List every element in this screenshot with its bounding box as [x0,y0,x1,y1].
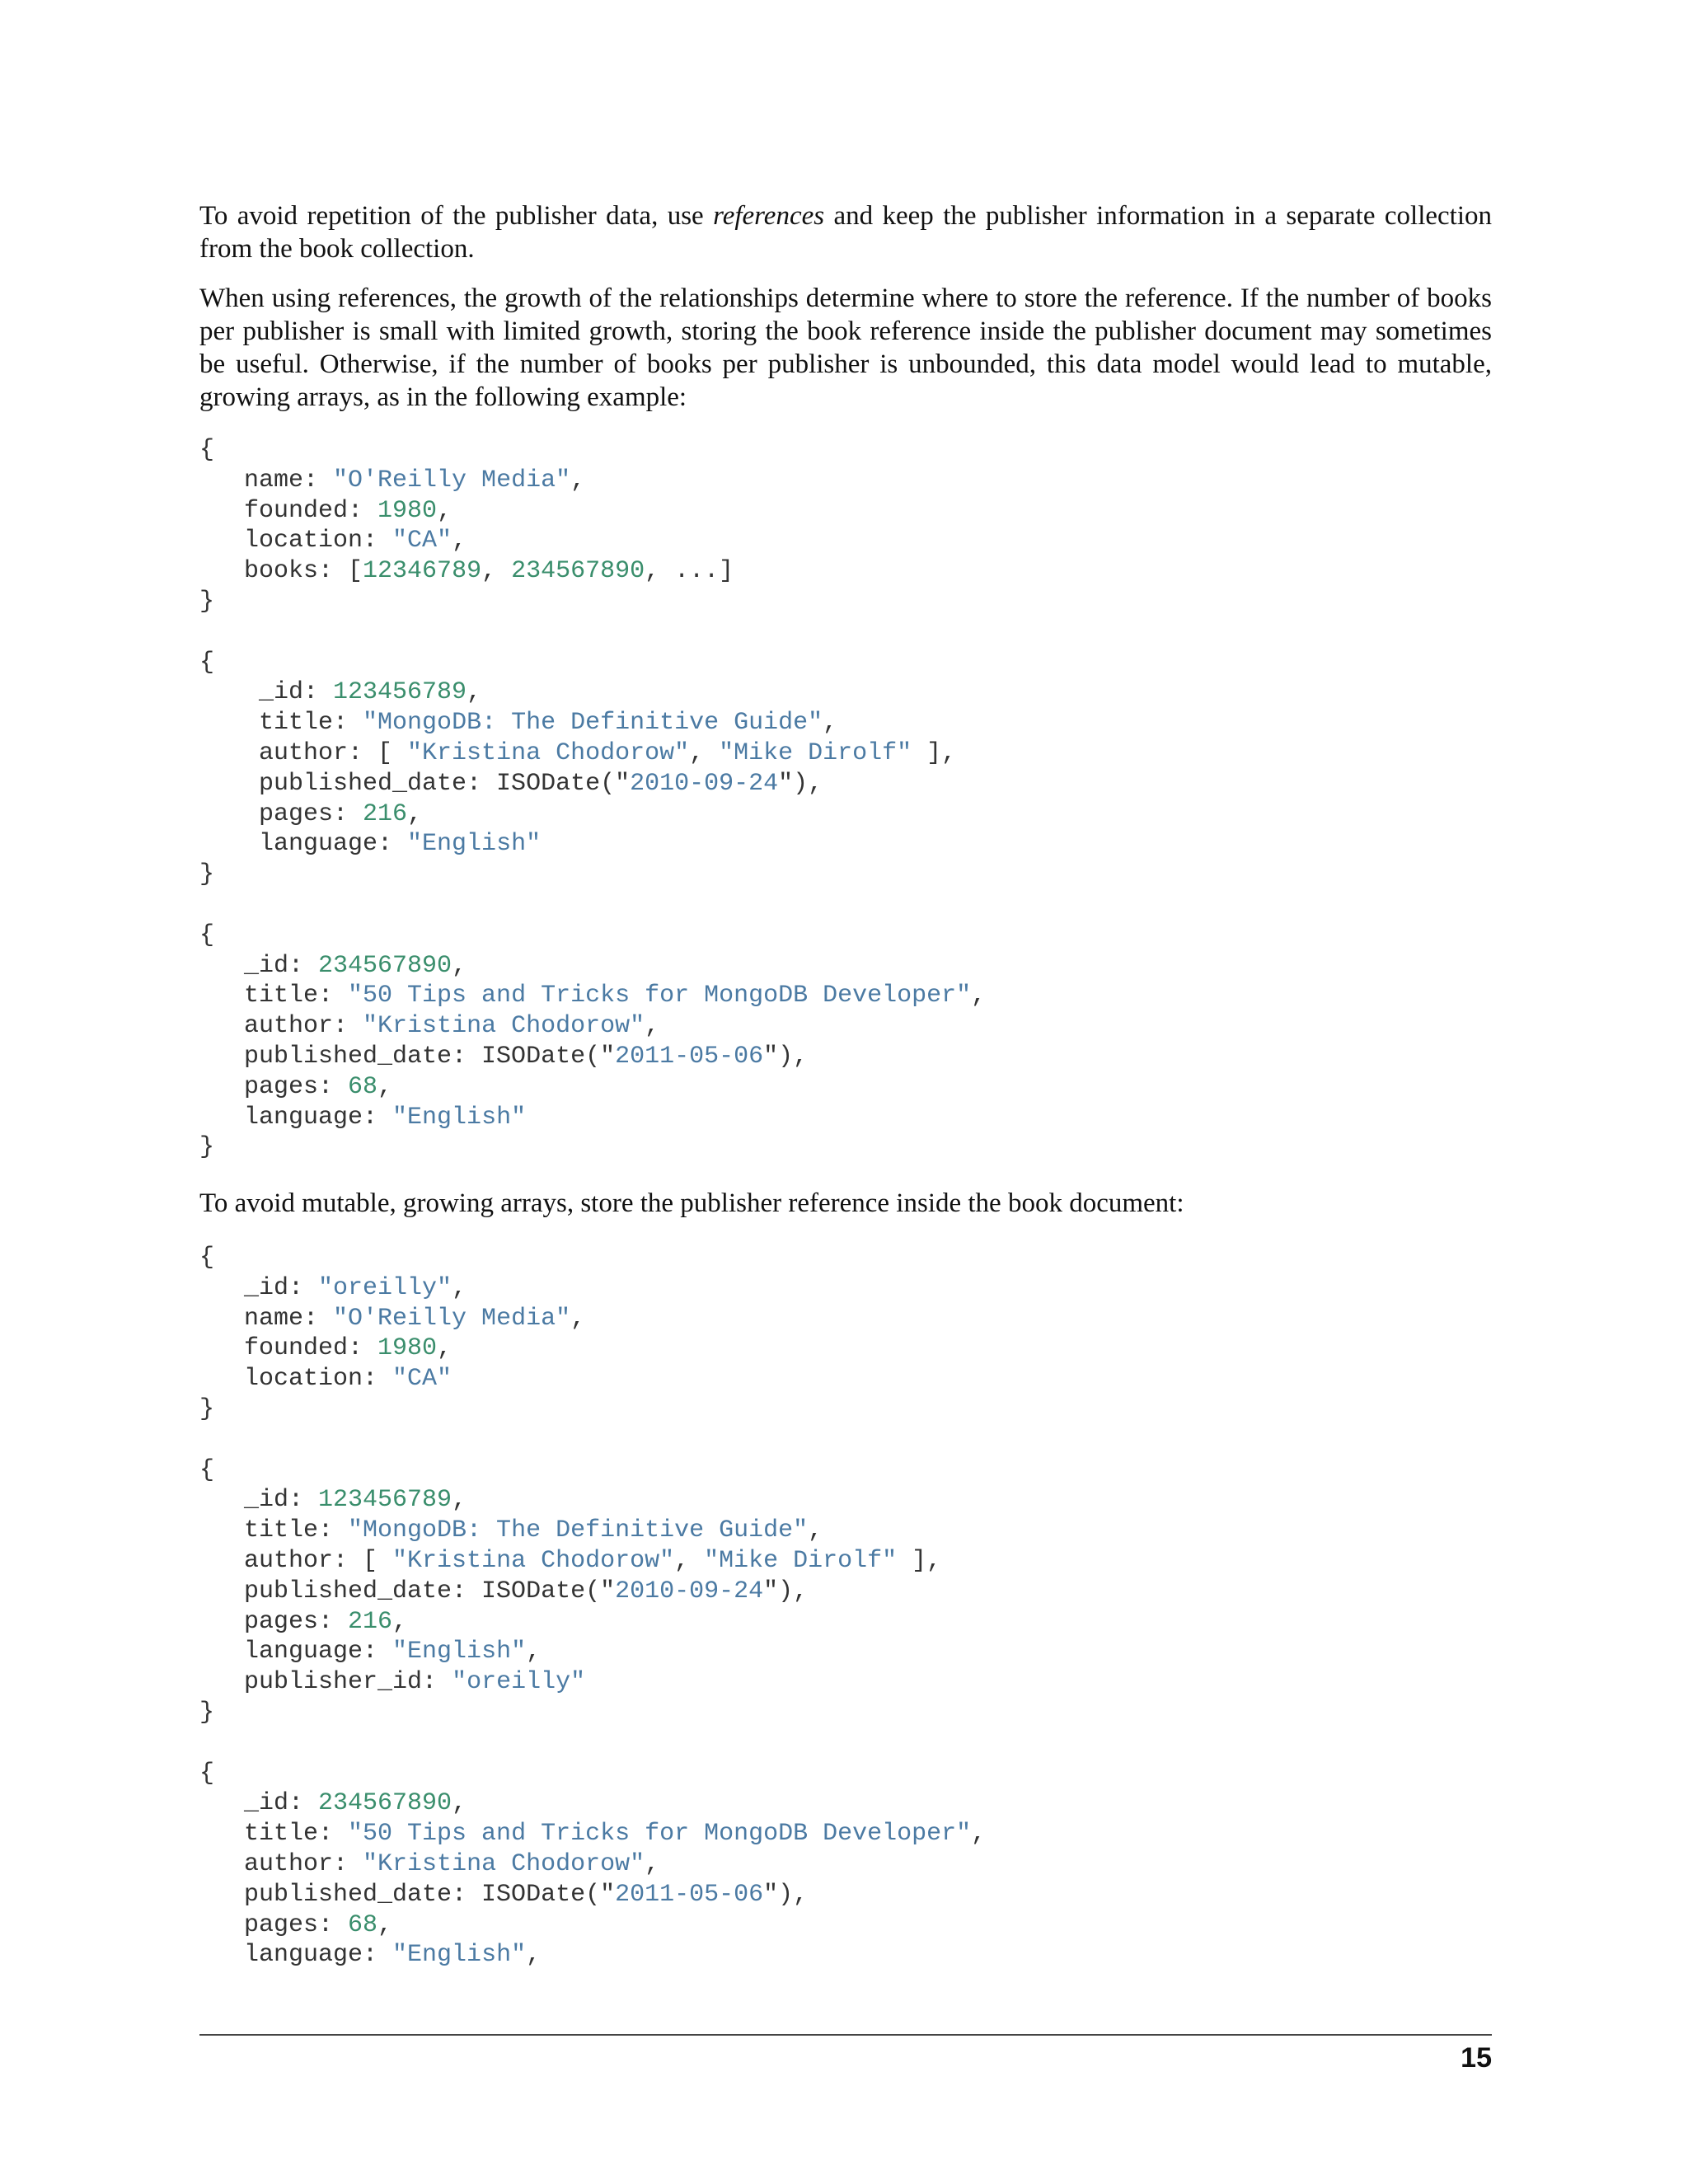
code-text: } [199,1133,215,1162]
code-line [199,1699,214,1727]
code-text: } [199,1394,215,1423]
code-number: 216 [348,1607,393,1636]
code-text: author: [199,1849,363,1878]
code-line [199,830,541,858]
code-line [199,1305,585,1333]
code-line [199,1104,526,1132]
code-text: , [452,951,467,980]
code-string: "Kristina Chodorow" [363,1849,645,1878]
code-line [199,1911,392,1939]
intro-emphasis: references [713,201,825,231]
code-text: } [199,860,215,889]
references-paragraph-wrap [199,282,1492,414]
code-text: , [570,466,586,494]
code-line [199,1789,467,1817]
code-text: , [570,1304,586,1333]
code-text: , ...] [645,557,734,586]
references-paragraph: When using references, the growth of the relationships determine where to store the reference. If the number of books per publisher is small with limited growth, storing the book reference inside the publisher document may sometimes be useful. Otherwise, if the number of books per publisher is unbounded, this data model would lead to mutable, growing arrays, as in the following example: [199,284,1492,412]
code-text: _id: [199,1789,319,1818]
code-string: "Mike Dirolf" [704,1546,898,1575]
intro-text-after: and keep the publisher information in a separate collection from the book collection. [199,201,1492,264]
code-text: { [199,1244,215,1272]
code-line [199,1760,214,1788]
code-text: pages: [199,1072,349,1101]
code-text: author: [ [199,1546,393,1575]
code-text: , [971,1820,987,1849]
code-text: name: [199,466,334,494]
code-line [199,678,481,706]
code-text: published_date: ISODate(" [199,1880,616,1909]
code-text: pages: [199,1607,349,1636]
code-line [199,1668,585,1696]
code-text: , [392,1607,408,1636]
code-number: 12346789 [363,557,482,586]
code-number: 68 [348,1072,378,1101]
code-text: , [645,1849,660,1878]
code-line [199,466,585,494]
code-line [199,1850,659,1878]
code-string: "English" [392,1103,527,1132]
code-text: { [199,1455,215,1484]
code-text: language: [199,830,408,859]
code-string: "Kristina Chodorow" [392,1546,675,1575]
code-number: 234567890 [318,951,452,980]
code-text: , [452,1273,467,1302]
code-line [199,1043,808,1071]
code-number: 234567890 [511,557,645,586]
code-text: name: [199,1304,334,1333]
code-string: 2010-09-24 [630,769,779,798]
code-text: { [199,648,215,677]
code-line [199,1274,467,1302]
code-line [199,649,214,677]
code-string: "CA" [392,1365,452,1394]
code-text: language: [199,1638,393,1666]
code-text: { [199,921,215,949]
code-text: , [437,496,452,525]
code-text: pages: [199,799,363,828]
code-line [199,557,734,585]
code-text: title: [199,1516,349,1545]
intro-paragraph [199,199,1492,265]
code-block-1-wrap [199,435,1492,1163]
code-text: , [689,738,720,767]
code-text: , [674,1546,705,1575]
code-text: _id: [199,678,334,707]
code-number: 1980 [377,496,438,525]
code-text: ], [897,1546,942,1575]
code-string: "oreilly" [318,1273,452,1302]
code-text: language: [199,1941,393,1970]
code-text: , [971,982,987,1010]
code-text: "), [763,1880,809,1909]
code-line [199,1133,214,1161]
code-text: "), [763,1042,809,1071]
code-text: , [526,1638,542,1666]
code-text: published_date: ISODate(" [199,769,631,798]
code-line [199,1638,541,1666]
code-string: "Kristina Chodorow" [407,738,690,767]
code-number: 123456789 [333,678,467,707]
code-line [199,1334,452,1362]
intro-text-before: To avoid repetition of the publisher data, use [199,201,714,231]
code-text: , [452,1486,467,1515]
code-text: language: [199,1103,393,1132]
code-text: , [823,709,838,738]
code-string: "oreilly" [452,1668,586,1697]
mutable-arrays-paragraph-wrap [199,1187,1492,1220]
code-text: founded: [199,496,378,525]
code-line [199,709,837,737]
code-string: "MongoDB: The Definitive Guide" [363,709,823,738]
code-line [199,1395,214,1423]
code-text: , [526,1941,542,1970]
page-number: 15 [1461,2042,1492,2074]
code-string: "50 Tips and Tricks for MongoDB Developer" [348,982,972,1010]
code-line [199,1881,808,1909]
code-line [199,982,986,1010]
code-block-1 [199,435,1492,1163]
code-text: pages: [199,1910,349,1939]
code-line [199,1820,986,1848]
code-line [199,527,467,555]
code-string: "English" [392,1941,527,1970]
code-line [199,1456,214,1484]
code-text: published_date: ISODate(" [199,1577,616,1605]
code-number: 234567890 [318,1789,452,1818]
code-text: author: [ [199,738,408,767]
code-line [199,952,467,980]
code-text: ], [912,738,957,767]
code-string: "English" [392,1638,527,1666]
code-block-2 [199,1243,1492,1971]
code-line [199,1516,823,1544]
code-line [199,739,956,767]
code-line [199,497,452,525]
code-number: 68 [348,1910,378,1939]
code-text: "), [778,769,823,798]
code-text: } [199,1698,215,1727]
code-text: title: [199,709,363,738]
footer-rule [199,2034,1492,2036]
code-line [199,1073,392,1101]
code-text: founded: [199,1334,378,1363]
code-number: 216 [363,799,408,828]
code-line [199,800,422,828]
intro-paragraph-wrap [199,199,1492,265]
code-text: , [437,1334,452,1363]
code-line [199,1365,452,1393]
code-text: _id: [199,1273,319,1302]
code-text: , [377,1072,393,1101]
code-number: 123456789 [318,1486,452,1515]
code-string: "English" [407,830,542,859]
code-string: "Mike Dirolf" [719,738,912,767]
code-string: "O'Reilly Media" [333,466,571,494]
code-line [199,1486,467,1514]
code-text: title: [199,1820,349,1849]
code-string: 2011-05-06 [615,1880,764,1909]
code-string: "Kristina Chodorow" [363,1012,645,1041]
code-text: , [467,678,482,707]
code-text: publisher_id: [199,1668,452,1697]
mutable-arrays-paragraph: To avoid mutable, growing arrays, store the publisher reference inside the book document: [199,1188,1184,1218]
code-text: , [452,527,467,555]
code-line [199,1941,541,1969]
code-text: title: [199,982,349,1010]
code-text: author: [199,1012,363,1041]
code-line [199,770,823,798]
code-line [199,436,214,464]
code-text: location: [199,1365,393,1394]
code-text: "), [763,1577,809,1605]
code-text: } [199,587,215,616]
code-line [199,1244,214,1272]
code-string: "50 Tips and Tricks for MongoDB Developer" [348,1820,972,1849]
code-line [199,921,214,949]
code-line [199,1608,407,1636]
code-string: 2010-09-24 [615,1577,764,1605]
code-text: _id: [199,1486,319,1515]
code-text: , [377,1910,393,1939]
code-text: , [808,1516,823,1545]
code-text: books: [ [199,557,363,586]
code-text: { [199,1759,215,1788]
code-text: _id: [199,951,319,980]
code-string: "O'Reilly Media" [333,1304,571,1333]
code-line [199,860,214,888]
code-text: location: [199,527,393,555]
code-line [199,588,214,616]
code-text: { [199,436,215,464]
code-text: published_date: ISODate(" [199,1042,616,1071]
code-text: , [481,557,512,586]
code-line [199,1012,659,1040]
code-number: 1980 [377,1334,438,1363]
code-text: , [452,1789,467,1818]
code-text: , [407,799,423,828]
code-string: 2011-05-06 [615,1042,764,1071]
code-text: , [645,1012,660,1041]
code-string: "MongoDB: The Definitive Guide" [348,1516,809,1545]
code-line [199,1547,941,1575]
code-string: "CA" [392,527,452,555]
code-block-2-wrap [199,1243,1492,1971]
code-line [199,1577,808,1605]
